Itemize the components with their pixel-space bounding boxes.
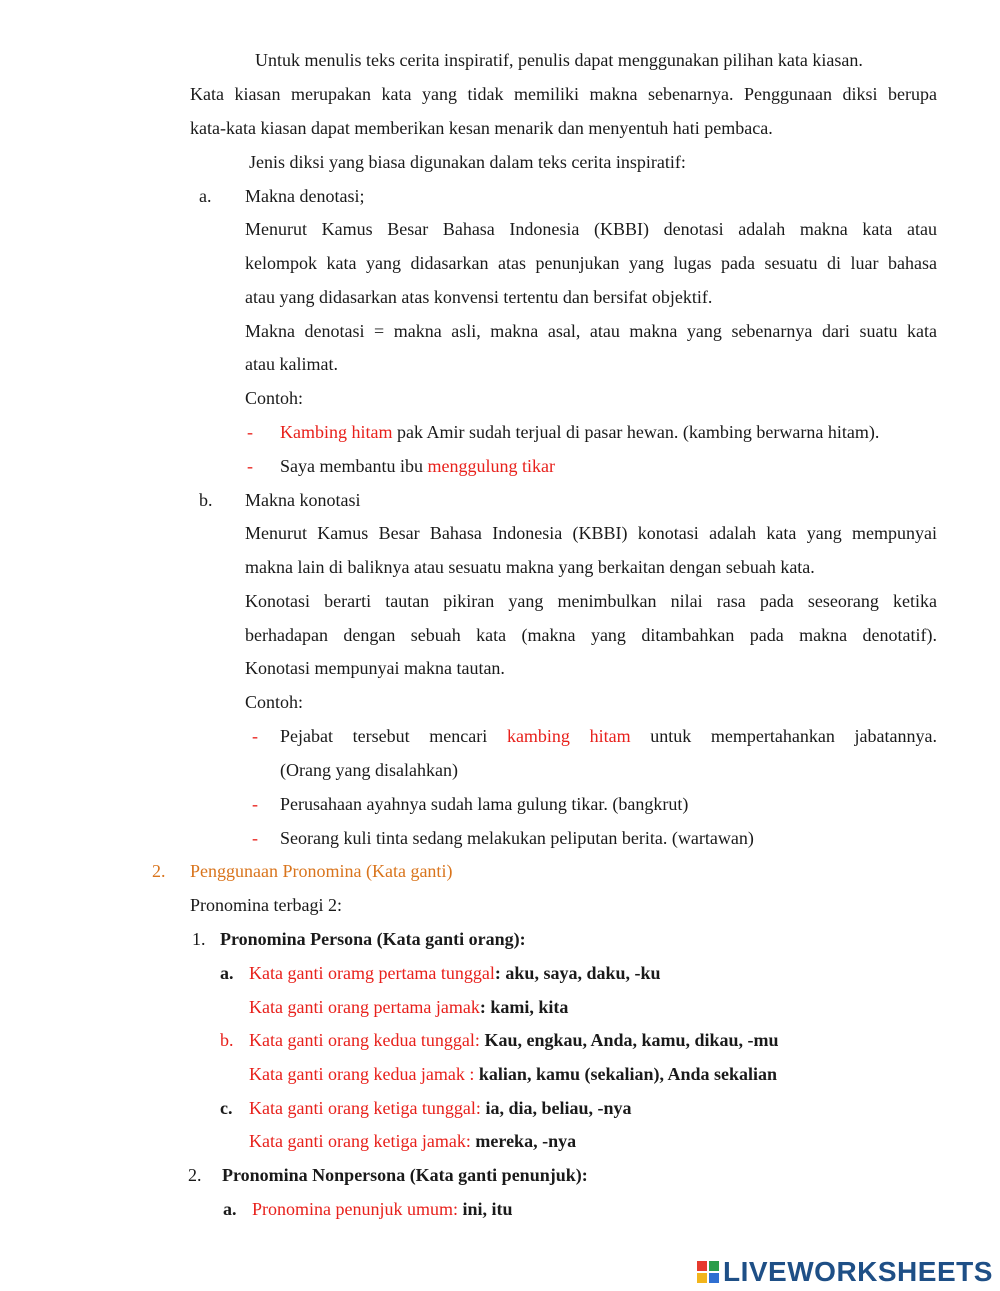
persona-c-marker: c. <box>220 1098 233 1118</box>
intro-paragraph-2: Jenis diksi yang biasa digunakan dalam teks cerita inspiratif: <box>249 152 686 172</box>
persona-a1 <box>249 962 661 984</box>
persona-a-marker: a. <box>220 963 234 983</box>
persona-number: 1. <box>192 929 206 949</box>
logo-blocks-icon <box>697 1261 719 1283</box>
persona-b2 <box>249 1063 777 1085</box>
logo-text: LIVEWORKSHEETS <box>723 1256 993 1287</box>
example-text: untuk mempertahankan jabatannya. <box>630 726 937 746</box>
nonpersona-title: Pronomina Nonpersona (Kata ganti penunjuk): <box>222 1165 588 1185</box>
pronoun-label: Kata ganti orang kedua jamak : <box>249 1064 475 1084</box>
denotasi-equation-line-1: Makna denotasi = makna asli, makna asal, atau makna yang sebenarnya dari suatu kata <box>245 321 937 341</box>
pronoun-label: Pronomina penunjuk umum: <box>252 1199 458 1219</box>
dash-bullet: - <box>252 794 258 814</box>
persona-c1 <box>249 1097 631 1119</box>
denotasi-title: Makna denotasi; <box>245 186 365 206</box>
intro-line-2: Kata kiasan merupakan kata yang tidak memiliki makna sebenarnya. Penggunaan diksi berupa <box>190 84 937 104</box>
example-text: Saya membantu ibu <box>280 456 428 476</box>
konotasi-example-1-line-2: (Orang yang disalahkan) <box>280 760 458 780</box>
persona-c2 <box>249 1130 576 1152</box>
intro-line-1: Untuk menulis teks cerita inspiratif, penulis dapat menggunakan pilihan kata kiasan. <box>255 50 863 70</box>
section-2-intro: Pronomina terbagi 2: <box>190 895 342 915</box>
example-text: pak Amir sudah terjual di pasar hewan. (kambing berwarna hitam). <box>392 422 880 442</box>
logo-block <box>709 1273 719 1283</box>
nonpersona-a-marker: a. <box>223 1199 237 1219</box>
persona-a2 <box>249 996 568 1018</box>
konotasi-example-3: Seorang kuli tinta sedang melakukan peliputan berita. (wartawan) <box>280 828 754 848</box>
konotasi-explain-line-1: Konotasi berarti tautan pikiran yang menimbulkan nilai rasa pada seseorang ketika <box>245 591 937 611</box>
logo-block <box>709 1261 719 1271</box>
dash-bullet: - <box>247 422 253 442</box>
denotasi-marker: a. <box>199 186 212 206</box>
pronoun-label: Kata ganti orang kedua tunggal: <box>249 1030 480 1050</box>
pronoun-label: Kata ganti orang ketiga tunggal: <box>249 1098 481 1118</box>
konotasi-marker: b. <box>199 490 213 510</box>
dash-bullet: - <box>247 456 253 476</box>
pronoun-label: Kata ganti oramg pertama tunggal <box>249 963 495 983</box>
example-text: Pejabat tersebut mencari <box>280 726 507 746</box>
pronoun-label: Kata ganti orang pertama jamak <box>249 997 480 1017</box>
dash-bullet: - <box>252 726 258 746</box>
denotasi-example-2 <box>280 455 555 477</box>
konotasi-example-2: Perusahaan ayahnya sudah lama gulung tikar. (bangkrut) <box>280 794 689 814</box>
pronoun-values: : kami, kita <box>479 997 569 1017</box>
konotasi-def-line-1: Menurut Kamus Besar Bahasa Indonesia (KBBI) konotasi adalah kata yang mempunyai <box>245 523 937 543</box>
denotasi-def-line-2: kelompok kata yang didasarkan atas penunjukan yang lugas pada sesuatu di luar bahasa <box>245 253 937 273</box>
konotasi-example-1 <box>280 725 937 747</box>
konotasi-explain-line-2: berhadapan dengan sebuah kata (makna yang ditambahkan pada makna denotatif). <box>245 625 937 645</box>
konotasi-title: Makna konotasi <box>245 490 361 510</box>
dash-bullet: - <box>252 828 258 848</box>
persona-b-marker: b. <box>220 1030 234 1050</box>
nonpersona-number: 2. <box>188 1165 202 1185</box>
konotasi-explain-line-3: Konotasi mempunyai makna tautan. <box>245 658 505 678</box>
nonpersona-a <box>252 1198 513 1220</box>
pronoun-values: ia, dia, beliau, -nya <box>480 1098 632 1118</box>
highlight-phrase: kambing hitam <box>506 726 631 746</box>
denotasi-def-line-1: Menurut Kamus Besar Bahasa Indonesia (KBBI) denotasi adalah makna kata atau <box>245 219 937 239</box>
pronoun-values: : aku, saya, daku, -ku <box>494 963 661 983</box>
denotasi-equation-line-2: atau kalimat. <box>245 354 338 374</box>
section-2-title: Penggunaan Pronomina (Kata ganti) <box>190 861 453 881</box>
liveworksheets-logo <box>697 1255 997 1289</box>
section-2-number: 2. <box>152 861 166 881</box>
logo-block <box>697 1261 707 1271</box>
persona-title: Pronomina Persona (Kata ganti orang): <box>220 929 526 949</box>
pronoun-label: Kata ganti orang ketiga jamak: <box>249 1131 471 1151</box>
denotasi-example-label: Contoh: <box>245 388 304 408</box>
pronoun-values: Kau, engkau, Anda, kamu, dikau, -mu <box>479 1030 779 1050</box>
pronoun-values: kalian, kamu (sekalian), Anda sekalian <box>474 1064 778 1084</box>
konotasi-example-label: Contoh: <box>245 692 304 712</box>
denotasi-def-line-3: atau yang didasarkan atas konvensi tertentu dan bersifat objektif. <box>245 287 713 307</box>
highlight-phrase: Kambing hitam <box>280 422 393 442</box>
pronoun-values: ini, itu <box>458 1199 513 1219</box>
konotasi-def-line-2: makna lain di baliknya atau sesuatu makna yang berkaitan dengan sebuah kata. <box>245 557 815 577</box>
highlight-phrase: menggulung tikar <box>427 456 555 476</box>
denotasi-example-1 <box>280 421 879 443</box>
persona-b1 <box>249 1029 779 1051</box>
intro-line-3: kata-kata kiasan dapat memberikan kesan menarik dan menyentuh hati pembaca. <box>190 118 773 138</box>
logo-block <box>697 1273 707 1283</box>
pronoun-values: mereka, -nya <box>470 1131 577 1151</box>
